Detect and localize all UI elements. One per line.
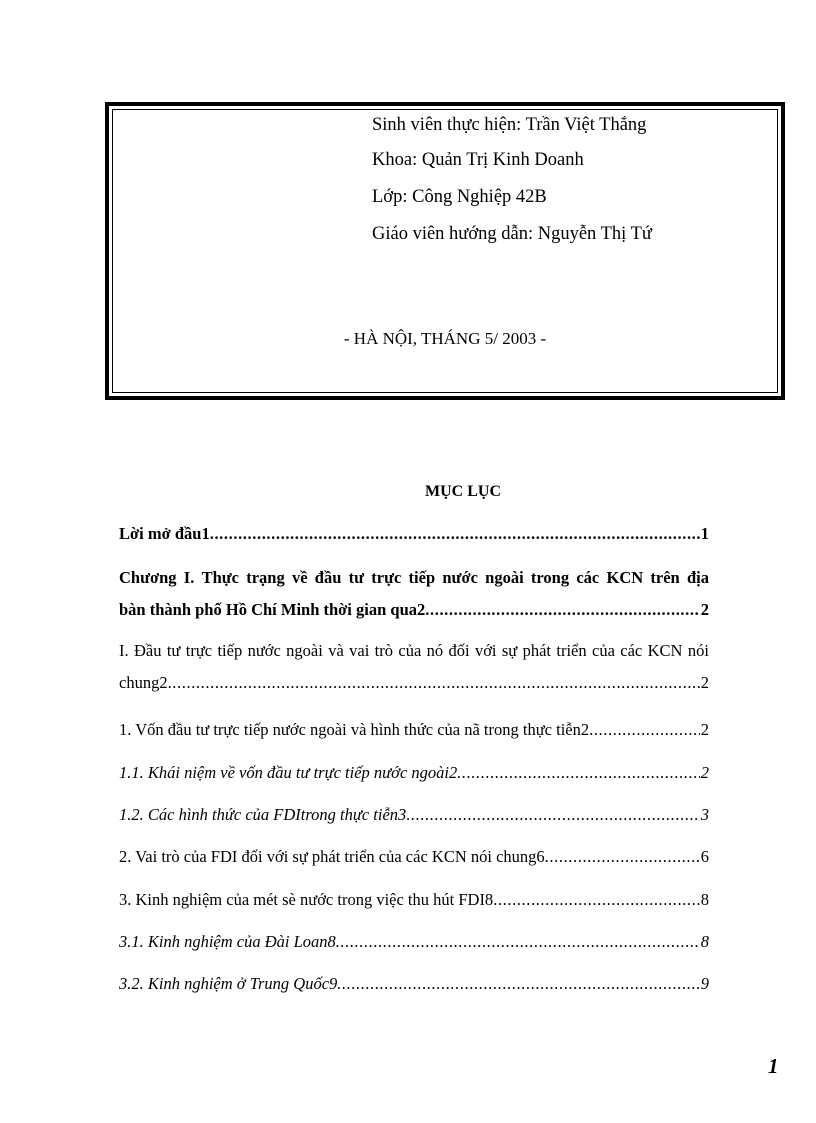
- toc-title: MỤC LỤC: [425, 483, 501, 500]
- toc-entry-text: 2. Vai trò của FDI đối với sự phát triển của các KCN nói chung6: [119, 847, 545, 866]
- dot-leader: [425, 600, 699, 620]
- page-number: 1: [768, 1054, 779, 1078]
- toc-entry-first-line: Chương I. Thực trạng về đầu tư trực tiếp nước ngoài trong các KCN trên địa: [119, 568, 709, 587]
- toc-entry-3-1[interactable]: [119, 932, 709, 952]
- toc-entry-2[interactable]: [119, 847, 709, 867]
- toc-page-number: 3: [700, 805, 709, 824]
- toc-entry-text: bàn thành phố Hồ Chí Minh thời gian qua2: [119, 600, 426, 619]
- toc-entry-text: 3.1. Kinh nghiệm của Đài Loan8: [119, 932, 336, 951]
- toc-entry-3-2[interactable]: [119, 974, 709, 994]
- toc-page-number: 2: [700, 673, 709, 692]
- toc-entry-text: 1.1. Khái niệm về vốn đầu tư trực tiếp nước ngoài2: [119, 763, 458, 782]
- place-date: - HÀ NỘI, THÁNG 5/ 2003 -: [343, 329, 547, 348]
- faculty: Khoa: Quản Trị Kinh Doanh: [372, 150, 584, 170]
- dot-leader: [168, 673, 700, 693]
- dot-leader: [589, 720, 700, 740]
- toc-entry-first-line: I. Đầu tư trực tiếp nước ngoài và vai trò của nó đối với sự phát triển của các KCN nói: [119, 641, 709, 660]
- toc-entry-intro[interactable]: [119, 524, 709, 544]
- toc-page-number: 1: [700, 524, 709, 543]
- advisor: Giáo viên hướng dẫn: Nguyễn Thị Tứ: [372, 224, 652, 244]
- dot-leader: [545, 847, 700, 867]
- cover-frame: [105, 102, 785, 400]
- dot-leader: [406, 805, 699, 825]
- toc-entry-text: 1.2. Các hình thức của FDItrong thực tiễn3: [119, 805, 407, 824]
- dot-leader: [493, 890, 700, 910]
- class: Lớp: Công Nghiệp 42B: [372, 187, 547, 207]
- toc-entry-text: 1. Vốn đầu tư trực tiếp nước ngoài và hình thức của nã trong thực tiễn2: [119, 720, 590, 739]
- toc-page-number: 2: [700, 600, 709, 619]
- toc-entry-text: 3. Kinh nghiệm của mét sè nước trong việc thu hút FDI8: [119, 890, 494, 909]
- toc-entry-text: chung2: [119, 673, 168, 692]
- toc-entry-text: 3.2. Kinh nghiệm ở Trung Quốc9: [119, 974, 338, 993]
- toc-entry-1-2[interactable]: [119, 805, 709, 825]
- dot-leader: [336, 932, 700, 952]
- toc-entry-1[interactable]: [119, 720, 709, 740]
- toc-entry-section-I[interactable]: [119, 641, 709, 693]
- toc-entry-chapter-1[interactable]: [119, 568, 709, 620]
- toc-page-number: 8: [700, 890, 709, 909]
- dot-leader: [457, 763, 700, 783]
- dot-leader: [210, 524, 700, 544]
- toc-entry-1-1[interactable]: [119, 763, 709, 783]
- toc-page-number: 2: [700, 720, 709, 739]
- toc-entry-text: Lời mở đầu1: [119, 524, 210, 543]
- student-name: Sinh viên thực hiện: Trần Việt Thắng: [372, 115, 647, 135]
- toc-page-number: 2: [700, 763, 709, 782]
- toc-page-number: 9: [700, 974, 709, 993]
- toc-page-number: 8: [700, 932, 709, 951]
- toc-page-number: 6: [700, 847, 709, 866]
- dot-leader: [337, 974, 699, 994]
- toc-entry-3[interactable]: [119, 890, 709, 910]
